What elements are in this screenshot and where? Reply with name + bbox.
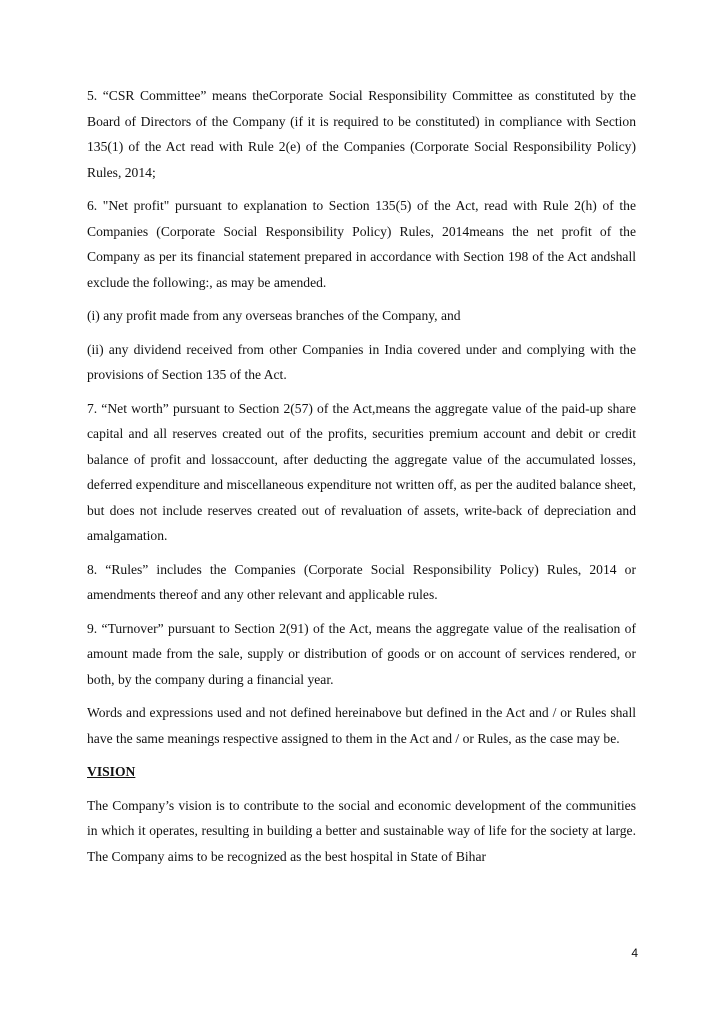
- page-number: 4: [631, 946, 638, 960]
- definition-csr-committee: 5. “CSR Committee” means theCorporate Social Responsibility Committee as constituted by the Board of Directors of the Company (if it is required to be constituted) in compliance with Section 135(1) of the Act read with Rule 2(e) of the Companies (Corporate Social Responsibility Policy) Rules, 2014;: [87, 88, 636, 180]
- definition-net-profit: 6. "Net profit" pursuant to explanation to Section 135(5) of the Act, read with Rule 2(h) of the Companies (Corporate Social Responsibility Policy) Rules, 2014means the net profit of the Company as per its financial statement prepared in accordance with Section 198 of the Act andshall exclude the following:, as may be amended.: [87, 198, 636, 290]
- definition-rules: 8. “Rules” includes the Companies (Corporate Social Responsibility Policy) Rules, 2014 or amendments thereof and any other relevant and applicable rules.: [87, 561, 636, 602]
- net-profit-exclusion-2: (ii) any dividend received from other Companies in India covered under and complying with the provisions of Section 135 of the Act.: [87, 341, 636, 382]
- words-and-expressions: Words and expressions used and not defined hereinabove but defined in the Act and / or Rules shall have the same meanings respective assigned to them in the Act and / or Rules, as the case may be.: [87, 705, 636, 746]
- vision-text: The Company’s vision is to contribute to the social and economic development of the communities in which it operates, resulting in building a better and sustainable way of life for the society at large. The Company aims to be recognized as the best hospital in State of Bihar: [87, 797, 636, 864]
- document-body: [87, 83, 636, 877]
- definition-net-worth: 7. “Net worth” pursuant to Section 2(57) of the Act,means the aggregate value of the paid-up share capital and all reserves created out of the profits, securities premium account and debit or credit balance of profit and lossaccount, after deducting the aggregate value of the accumulated losses, deferred expenditure and miscellaneous expenditure not written off, as per the audited balance sheet, but does not include reserves created out of revaluation of assets, write-back of depreciation and amalgamation.: [87, 400, 636, 543]
- definition-turnover: 9. “Turnover” pursuant to Section 2(91) of the Act, means the aggregate value of the realisation of amount made from the sale, supply or distribution of goods or on account of services rendered, or both, by the company during a financial year.: [87, 620, 636, 687]
- net-profit-exclusion-1: (i) any profit made from any overseas branches of the Company, and: [87, 308, 461, 323]
- vision-heading: VISION: [87, 764, 136, 779]
